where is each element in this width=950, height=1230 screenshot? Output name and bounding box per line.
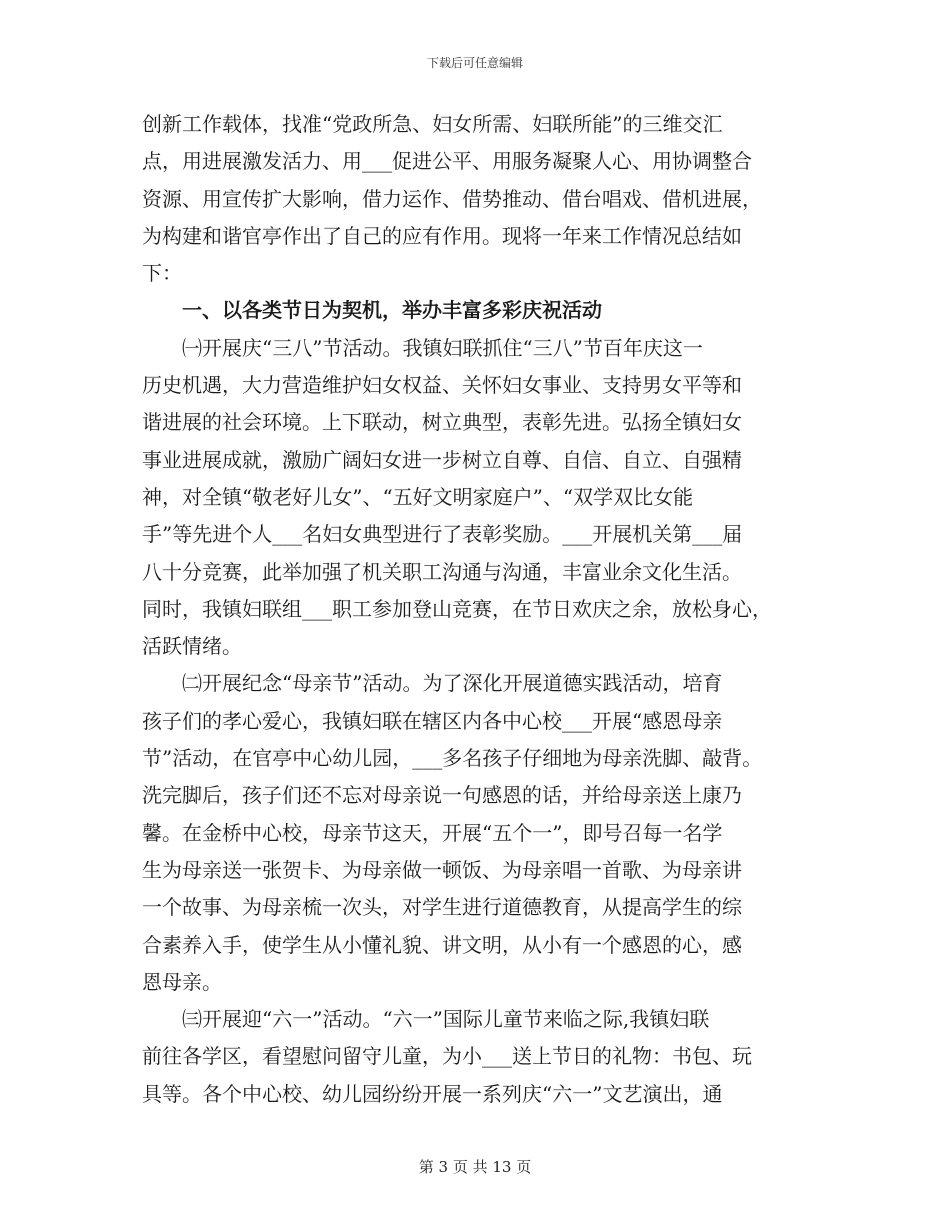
text-line: 一个故事、为母亲梳一次头，对学生进行道德教育，从提高学生的综 — [142, 895, 742, 920]
text-line: 神，对全镇“敬老好儿女”、“五好文明家庭户”、“双学双比女能 — [142, 484, 694, 509]
text-line: 下： — [142, 261, 182, 286]
text-line: 手”等先进个人___名妇女典型进行了表彰奖励。___开展机关第___届 — [142, 522, 743, 547]
text-line: 八十分竞赛，此举加强了机关职工沟通与沟通，丰富业余文化生活。 — [142, 559, 742, 584]
text-line: 生为母亲送一张贺卡、为母亲做一顿饭、为母亲唱一首歌、为母亲讲 — [142, 857, 742, 882]
text-line: 前往各学区，看望慰问留守儿童，为小___送上节日的礼物：书包、玩 — [142, 1044, 752, 1069]
text-line: 馨。在金桥中心校，母亲节这天，开展“五个一”，即号召每一名学 — [142, 820, 723, 845]
text-line: 具等。各个中心校、幼儿园纷纷开展一系列庆“六一”文艺演出，通 — [142, 1081, 723, 1106]
text-line: 为构建和谐官亭作出了自己的应有作用。现将一年来工作情况总结如 — [142, 223, 742, 248]
text-line: 创新工作载体，找准“党政所急、妇女所需、妇联所能”的三维交汇 — [142, 112, 723, 136]
text-line: 资源、用宣传扩大影响，借力运作、借势推动、借台唱戏、借机进展， — [142, 186, 762, 211]
text-line: ㈢开展迎“六一”活动。“六一”国际儿童节来临之际,我镇妇联 — [182, 1007, 710, 1032]
text-line: 恩母亲。 — [142, 969, 222, 994]
text-line: ㈡开展纪念“母亲节”活动。为了深化开展道德实践活动，培育 — [182, 671, 723, 696]
text-line: 谐进展的社会环境。上下联动，树立典型，表彰先进。弘扬全镇妇女 — [142, 410, 742, 435]
text-line: 节”活动，在官亭中心幼儿园，___多名孩子仔细地为母亲洗脚、敲背。 — [142, 746, 763, 771]
text-line: 洗完脚后，孩子们还不忘对母亲说一句感恩的话，并给母亲送上康乃 — [142, 783, 742, 808]
page-header-note: 下载后可任意编辑 — [426, 56, 523, 70]
page-number: 第 3 页 共 13 页 — [418, 1158, 532, 1176]
text-line: 孩子们的孝心爱心，我镇妇联在辖区内各中心校___开展“感恩母亲 — [142, 708, 723, 733]
text-line: 事业进展成就，激励广阔妇女进一步树立自尊、自信、自立、自强精 — [142, 447, 742, 472]
section-heading: 一、以各类节日为契机，举办丰富多彩庆祝活动 — [182, 298, 602, 323]
document-body — [142, 106, 812, 1113]
text-line: 同时，我镇妇联组___职工参加登山竞赛，在节日欢庆之余，放松身心， — [142, 596, 772, 621]
text-line: 合素养入手，使学生从小懂礼貌、讲文明，从小有一个感恩的心，感 — [142, 932, 742, 957]
text-line: 活跃情绪。 — [142, 634, 242, 659]
text-line: ㈠开展庆“三八”节活动。我镇妇联抓住“三八”节百年庆这一 — [182, 335, 703, 360]
text-line: 点，用进展激发活力、用___促进公平、用服务凝聚人心、用协调整合 — [142, 149, 752, 174]
text-line: 历史机遇，大力营造维护妇女权益、关怀妇女事业、支持男女平等和 — [142, 373, 742, 398]
